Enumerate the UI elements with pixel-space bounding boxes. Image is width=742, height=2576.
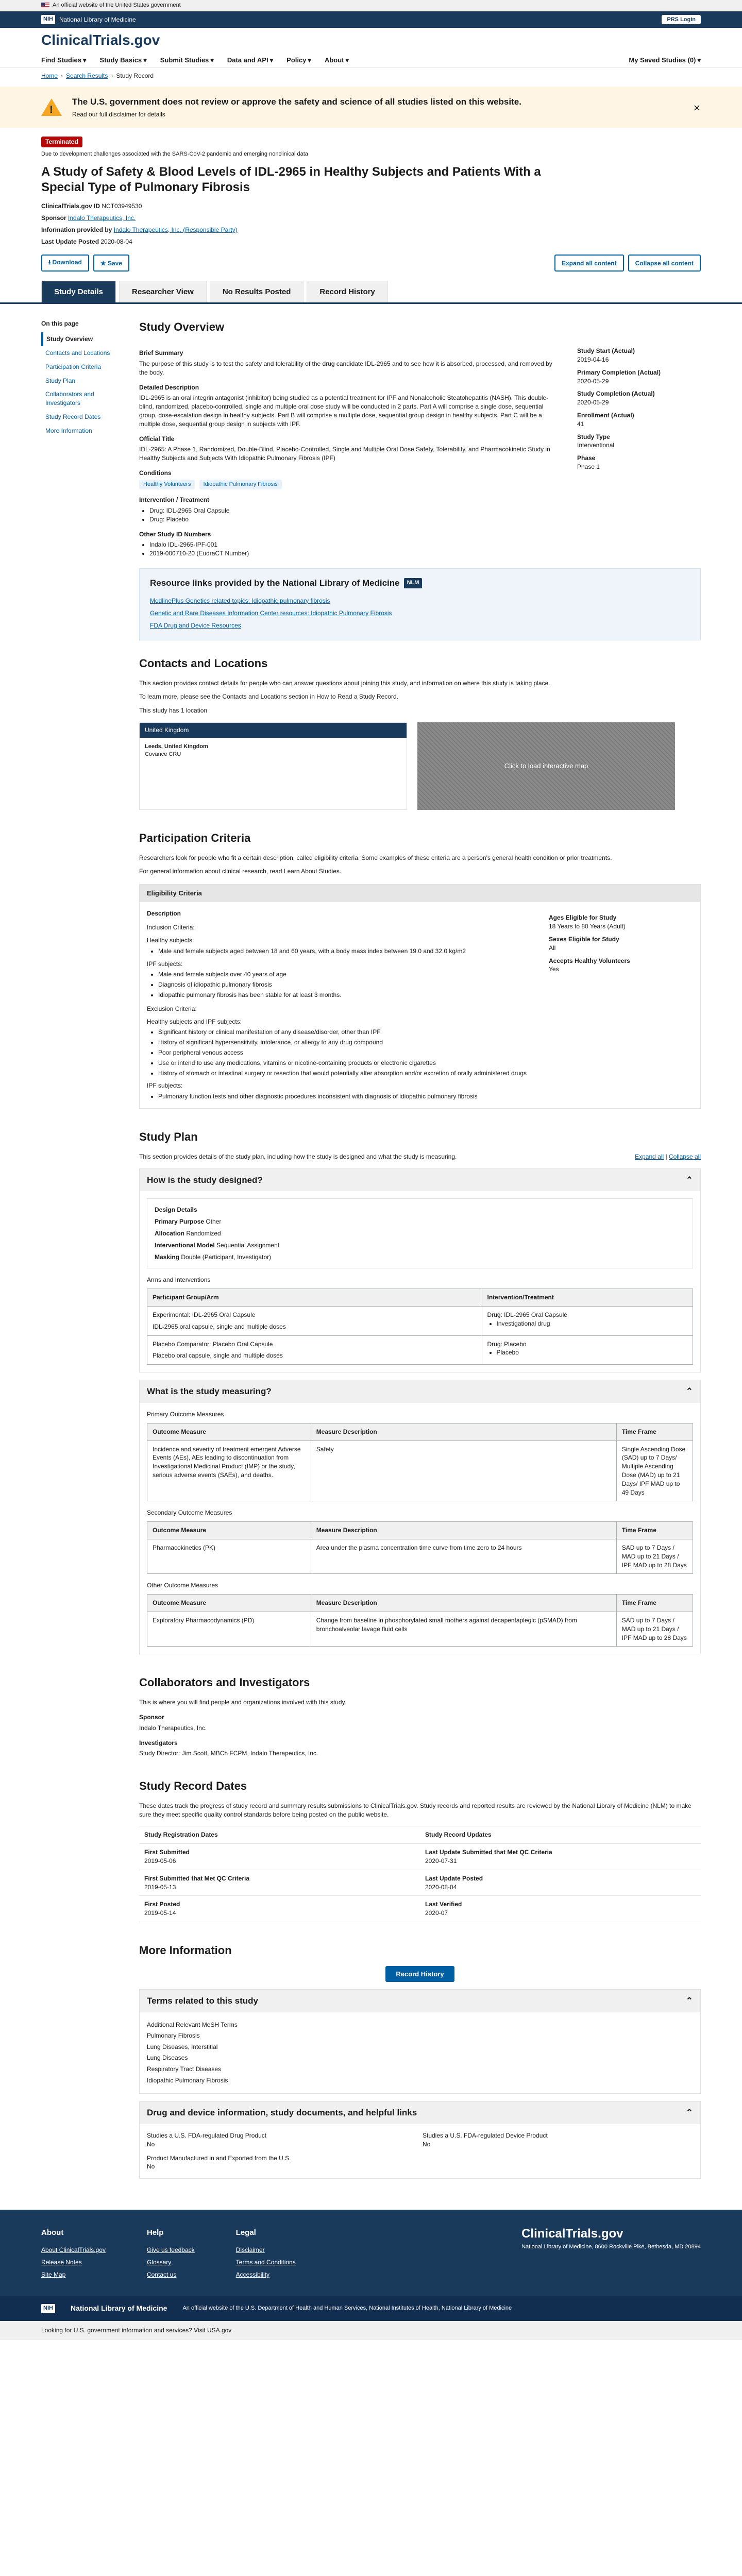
records-heading: Study Record Dates — [139, 1780, 247, 1793]
overview-facts: Study Start (Actual) 2019-04-16 Primary Completion (Actual) 2020-05-29 Study Completion (Actual) 2020-05-29 Enrollment (Actual) 41 Study Type Interventional Phase Phase 1 — [577, 347, 661, 470]
sidenav-more-info[interactable]: More Information — [45, 427, 92, 434]
mesh-term: Respiratory Tract Diseases — [147, 2065, 222, 2073]
page-title: A Study of Safety & Blood Levels of IDL-2965 in Healthy Subjects and Patients With a Special Type of Pulmonary Fibrosis — [41, 165, 541, 195]
nih-logo-icon: NIH — [41, 2304, 55, 2313]
measures-accordion: What is the study measuring? ⌃ Primary Outcome Measures Outcome Measure Measure Description Time Frame Incidence and severity of treatment emergent Adverse Events (AEs), AEs leading to discontinuation from Investigational Medicinal Product (IMP) or the study, serious adverse events (SAEs), and deaths. Safety Single Ascending Dose (SAD) up to 7 Days/ Multiple Ascending Dose (MAD) up to 21 Days/ IPF MAD up to 49 Days Secondary Outcome Measures Outcome Measure Measure Description Time Frame Pharmacokinetics (PK) Area under the plasma concentration time curve from time zero to 24 hours SAD up to 7 Days / MAD up to 21 Days / IPF MAD up to 28 Days Other Outcome Measures Outcome Measure Measure Description Time Frame Exploratory Pharmacodynamics (PD) Change from baseline in phosphorylated small mothers against decapentaplegic (pSMAD) from bronchoalveolar lavage fluid cells SAD up to 7 Days / MAD up to 21 Days / IPF MAD up to 28 Days — [139, 1380, 701, 1654]
record-dates-table: Study Registration Dates Study Record Updates First Submitted 2019-05-06 Last Update Submitted that Met QC Criteria 2020-07-31 First Submitted that Met QC Criteria 2019-05-13 Last Update Posted 2020-08-04 First Posted 2019-05-14 Last Verified 2020-07 — [139, 1826, 701, 1922]
breadcrumb-current: Study Record — [116, 72, 154, 79]
arms-table: Participant Group/Arm Intervention/Treatment Experimental: IDL-2965 Oral Capsule IDL-2965 oral capsule, single and multiple doses Drug: IDL-2965 Oral Capsule • Investigational drug Placebo Comparator: Placebo Oral Capsule Placebo oral capsule, single and multiple doses Drug: Placebo • Placebo — [147, 1289, 693, 1365]
tab-no-results[interactable]: No Results Posted — [210, 281, 304, 302]
sidenav-participation[interactable]: Participation Criteria — [45, 363, 102, 370]
drug-device-accordion: Drug and device information, study documents, and helpful links ⌃ Studies a U.S. FDA-regulated Drug Product No Studies a U.S. FDA-regulated Device Product No Product Manufactured in and Exported from the U.S. No — [139, 2101, 701, 2179]
table-row: Incidence and severity of treatment emergent Adverse Events (AEs), AEs leading to discontinuation from Investigational Medicinal Product (IMP) or the study, serious adverse events (SAEs), and deaths. Safety Single Ascending Dose (SAD) up to 7 Days/ Multiple Ascending Dose (MAD) up to 21 Days/ IPF MAD up to 49 Days — [147, 1440, 693, 1501]
alert-link[interactable]: Read our full disclaimer for details — [72, 110, 165, 118]
nav-about[interactable]: About ▾ — [324, 56, 349, 64]
other-id-item: • 2019-000710-20 (EudraCT Number) — [149, 549, 556, 558]
intervention-item: • Drug: Placebo — [149, 515, 556, 524]
investigator: Study Director: Jim Scott, MBCh FCPM, Indalo Therapeutics, Inc. — [139, 1750, 318, 1757]
footer-link[interactable]: Contact us — [146, 2271, 177, 2279]
site-header — [0, 28, 742, 53]
footer-link[interactable]: Release Notes — [41, 2259, 82, 2266]
sidenav-record-dates[interactable]: Study Record Dates — [45, 413, 101, 420]
mesh-term: Pulmonary Fibrosis — [147, 2032, 200, 2040]
footer-usagov: Looking for U.S. government information and services? Visit USA.gov — [0, 2321, 742, 2340]
study-meta: ClinicalTrials.gov ID NCT03949530 Sponsor Indalo Therapeutics, Inc. Information provided by Indalo Therapeutics, Inc. (Responsible Party) Last Update Posted 2020-08-04 — [41, 202, 238, 245]
nct-id: NCT03949530 — [102, 202, 142, 210]
disclaimer-alert — [0, 87, 742, 128]
sidenav-study-overview[interactable]: Study Overview — [41, 332, 124, 346]
secondary-outcomes-table: Outcome Measure Measure Description Time Frame Pharmacokinetics (PK) Area under the plasma concentration time curve from time zero to 24 hours SAD up to 7 Days / MAD up to 21 Days / IPF MAD up to 28 Days — [147, 1521, 693, 1574]
nih-logo[interactable] — [41, 15, 136, 24]
alert-title: The U.S. government does not review or approve the safety and science of all studies listed on this website. — [72, 96, 521, 107]
participation-heading: Participation Criteria — [139, 831, 251, 844]
collab-heading: Collaborators and Investigators — [139, 1676, 310, 1689]
study-header — [41, 128, 701, 272]
tab-study-details[interactable]: Study Details — [41, 281, 116, 302]
plan-heading: Study Plan — [139, 1130, 198, 1144]
nlm-resource-box: Resource links provided by the National Library of Medicine NLM MedlinePlus Genetics related topics: Idiopathic pulmonary fibrosis Genetic and Rare Diseases Information Center resources: Idiopathic Pulmonary Fibrosis FDA Drug and Device Resources — [139, 568, 701, 640]
gov-banner-text: An official website of the United States government — [53, 2, 181, 9]
design-accordion: How is the study designed? ⌃ Design Details Primary Purpose Other Allocation Randomized Interventional Model Sequential Assignment Masking Double (Participant, Investigator) Arms and Interventions Participant Group/Arm Intervention/Treatment Experimental: IDL-2965 Oral Capsule IDL-2965 oral capsule, single and multiple doses Drug: IDL-2965 Oral Capsule • Investigational drug Placebo Comparator: Placebo Oral Capsule Placebo oral capsule, single and multiple doses Drug: Placebo • Placebo — [139, 1168, 701, 1373]
info-provider[interactable]: Indalo Therapeutics, Inc. (Responsible Party) — [113, 226, 238, 233]
condition-tag[interactable]: Idiopathic Pulmonary Fibrosis — [199, 480, 282, 489]
location-list: United Kingdom Leeds, United Kingdom Covance CRU — [139, 722, 407, 810]
footer-link[interactable]: Terms and Conditions — [235, 2259, 296, 2266]
expand-all-button[interactable]: Expand all content — [554, 255, 624, 272]
footer-link[interactable]: Site Map — [41, 2271, 66, 2279]
last-update: 2020-08-04 — [100, 238, 132, 245]
mesh-term: Idiopathic Pulmonary Fibrosis — [147, 2076, 228, 2084]
footer-link[interactable]: Accessibility — [235, 2271, 270, 2279]
more-heading: More Information — [139, 1944, 232, 1957]
tab-record-history[interactable]: Record History — [307, 281, 388, 302]
intervention-item: • Drug: IDL-2965 Oral Capsule — [149, 506, 556, 515]
nav-submit-studies[interactable]: Submit Studies ▾ — [160, 56, 214, 64]
eligibility-box: Eligibility Criteria Description Inclusion Criteria: Healthy subjects: • Male and female subjects aged between 18 and 60 years, with a body mass index between 19.0 and 32.0 kg/m2 IPF subjects: • Male and female subjects over 40 years of age • Diagnosis of idiopathic pulmonary fibrosis • Idiopathic pulmonary fibrosis has been stable for at least 3 months. Exclusion Criteria: Healthy subjects and IPF subjects: • Significant history or clinical manifestation of any disease/disorder, other than IPF • History of significant hypersensitivity, intolerance, or allergy to any drug compound • Poor peripheral venous access • Use or intend to use any medications, vitamins or nicotine-containing products or electronic cigarettes • History of stomach or intestinal surgery or resection that would potentially alter absorption and/or excretion of orally administered drugs IPF subjects: • Pulmonary function tests and other diagnostic procedures inconsistent with diagnosis of idiopathic pulmonary fibrosis Ages Eligible for Study 18 Years to 80 Years (Adult) Sexes Eligible for Study All Accepts Healthy Volunteers Yes — [139, 884, 701, 1109]
nih-bar — [0, 11, 742, 28]
primary-outcomes-table: Outcome Measure Measure Description Time Frame Incidence and severity of treatment emergent Adverse Events (AEs), AEs leading to discontinuation from Investigational Medicinal Product (IMP) or the study, serious adverse events (SAEs), and deaths. Safety Single Ascending Dose (SAD) up to 7 Days/ Multiple Ascending Dose (MAD) up to 21 Days/ IPF MAD up to 49 Days — [147, 1423, 693, 1502]
footer: About About ClinicalTrials.gov Release Notes Site Map Help Give us feedback Glossary Contact us Legal Disclaimer Terms and Conditions Accessibility ClinicalTrials.gov National Library of Medicine, 8600 Rockville Pike, Bethesda, MD 20894 — [0, 2210, 742, 2296]
table-row: Exploratory Pharmacodynamics (PD) Change from baseline in phosphorylated small mothers against decapentaplegic (pSMAD) from bronchoalveolar lavage fluid cells SAD up to 7 Days / MAD up to 21 Days / IPF MAD up to 28 Days — [147, 1612, 693, 1646]
table-row: Placebo Comparator: Placebo Oral Capsule Placebo oral capsule, single and multiple doses Drug: Placebo • Placebo — [147, 1335, 693, 1365]
gov-banner — [0, 0, 742, 11]
official-title: IDL-2965: A Phase 1, Randomized, Double-Blind, Placebo-Controlled, Single and Multiple Oral Dose Safety, Tolerability, and Pharmacokinetic Study in Healthy Subjects and Subjects With Idiopathic Pulmonary Fibrosis (IPF) — [139, 446, 550, 462]
status-badge: Terminated — [41, 137, 82, 147]
nih-logo-icon: NIH — [41, 15, 55, 24]
nlm-label: National Library of Medicine — [59, 15, 136, 23]
sidenav-collaborators[interactable]: Collaborators and Investigators — [45, 391, 94, 407]
nav-policy[interactable]: Policy ▾ — [286, 56, 311, 64]
location-site: Leeds, United Kingdom — [145, 743, 208, 750]
footer-link[interactable]: Glossary — [146, 2259, 172, 2266]
saved-studies-link[interactable]: My Saved Studies (0) ▾ — [629, 56, 701, 64]
chevron-up-icon: ⌃ — [685, 2108, 693, 2118]
nav-study-basics[interactable]: Study Basics ▾ — [99, 56, 147, 64]
sponsor-name: Indalo Therapeutics, Inc. — [139, 1724, 207, 1732]
terms-accordion: Terms related to this study ⌃ Additional Relevant MeSH Terms Pulmonary Fibrosis Lung Diseases, Interstitial Lung Diseases Respiratory Tract Diseases Idiopathic Pulmonary Fibrosis — [139, 1989, 701, 2094]
prs-login-button[interactable]: PRS Login — [662, 15, 701, 24]
other-id-item: • Indalo IDL-2965-IPF-001 — [149, 540, 556, 549]
save-button[interactable]: ★ Save — [93, 255, 129, 272]
mesh-term: Lung Diseases — [147, 2054, 188, 2062]
tab-researcher-view[interactable]: Researcher View — [119, 281, 207, 302]
footer-link[interactable]: Give us feedback — [146, 2246, 195, 2254]
close-icon[interactable]: ✕ — [693, 103, 701, 113]
footer-logo: ClinicalTrials.gov National Library of Medicine, 8600 Rockville Pike, Bethesda, MD 20894 — [521, 2227, 701, 2250]
condition-tag[interactable]: Healthy Volunteers — [139, 480, 195, 489]
resource-link[interactable]: MedlinePlus Genetics related topics: Idiopathic pulmonary fibrosis — [150, 597, 330, 604]
brief-summary: The purpose of this study is to test the safety and tolerability of the drug candidate IDL-2965 and to see how it is absorbed, processed, and removed by the body. — [139, 360, 552, 376]
overview-heading: Study Overview — [139, 320, 225, 334]
warning-icon — [41, 98, 62, 116]
why-stopped: Due to development challenges associated with the SARS-CoV-2 pandemic and emerging nonclinical data — [41, 150, 308, 157]
expand-all-link[interactable]: Expand all — [635, 1153, 664, 1160]
table-row: Pharmacokinetics (PK) Area under the plasma concentration time curve from time zero to 24 hours SAD up to 7 Days / MAD up to 21 Days / IPF MAD up to 28 Days — [147, 1539, 693, 1573]
other-outcomes-table: Outcome Measure Measure Description Time Frame Exploratory Pharmacodynamics (PD) Change from baseline in phosphorylated small mothers against decapentaplegic (pSMAD) from bronchoalveolar lavage fluid cells SAD up to 7 Days / MAD up to 21 Days / IPF MAD up to 28 Days — [147, 1594, 693, 1647]
main-nav — [0, 53, 742, 68]
chevron-up-icon: ⌃ — [685, 1995, 693, 2006]
location-country: United Kingdom — [140, 723, 407, 738]
nav-data-api[interactable]: Data and API ▾ — [227, 56, 274, 64]
site-logo[interactable]: ClinicalTrials.gov — [41, 32, 160, 48]
breadcrumb-search-results[interactable]: Search Results — [66, 72, 108, 79]
side-nav: On this page Study Overview Contacts and Locations Participation Criteria Study Plan Collaborators and Investigators Study Record Dates More Information — [41, 319, 124, 2179]
chevron-up-icon: ⌃ — [685, 1386, 693, 1397]
chevron-up-icon: ⌃ — [685, 1175, 693, 1185]
footer-nih: NIH National Library of Medicine An official website of the U.S. Department of Health and Human Services, National Institutes of Health, National Library of Medicine — [0, 2296, 742, 2321]
contacts-heading: Contacts and Locations — [139, 656, 268, 670]
map-placeholder[interactable]: Click to load interactive map — [417, 722, 675, 810]
resource-link[interactable]: Genetic and Rare Diseases Information Center resources: Idiopathic Pulmonary Fibrosis — [150, 609, 392, 617]
tab-bar — [0, 281, 742, 304]
nav-find-studies[interactable]: Find Studies ▾ — [41, 56, 87, 64]
breadcrumb-home[interactable]: Home — [41, 72, 58, 79]
footer-link[interactable]: Disclaimer — [235, 2246, 265, 2254]
sidenav-contacts[interactable]: Contacts and Locations — [45, 349, 110, 357]
breadcrumb: Home › Search Results › Study Record — [41, 72, 154, 79]
detailed-description: IDL-2965 is an oral integrin antagonist (inhibitor) being studied as a potential treatment for IPF and Nonalcoholic Steatohepatitis (NASH). This double-blind, randomized, placebo-controlled, single and multiple oral dose study will be conducted in 2 parts. Part A will comprise a single dose, sequential group, dose-escalation design in healthy subjects. Part B will comprise a multiple dose, sequential group design in healthy subjects. Part C will be a multiple dose, sequential group design in subjects with IPF. — [139, 394, 549, 428]
mesh-term: Lung Diseases, Interstitial — [147, 2043, 218, 2050]
collapse-all-link[interactable]: Collapse all — [668, 1153, 701, 1160]
sidenav-study-plan[interactable]: Study Plan — [45, 377, 76, 384]
sponsor-link[interactable]: Indalo Therapeutics, Inc. — [68, 214, 136, 222]
record-history-button[interactable]: Record History — [385, 1966, 454, 1982]
nlm-badge-icon: NLM — [404, 578, 423, 588]
footer-link[interactable]: About ClinicalTrials.gov — [41, 2246, 106, 2254]
resource-link[interactable]: FDA Drug and Device Resources — [150, 621, 241, 629]
download-button[interactable]: ⭳ Download — [41, 255, 89, 272]
collapse-all-button[interactable]: Collapse all content — [628, 255, 701, 272]
table-row: Experimental: IDL-2965 Oral Capsule IDL-2965 oral capsule, single and multiple doses Drug: IDL-2965 Oral Capsule • Investigational drug — [147, 1306, 693, 1335]
us-flag-icon — [41, 3, 49, 8]
